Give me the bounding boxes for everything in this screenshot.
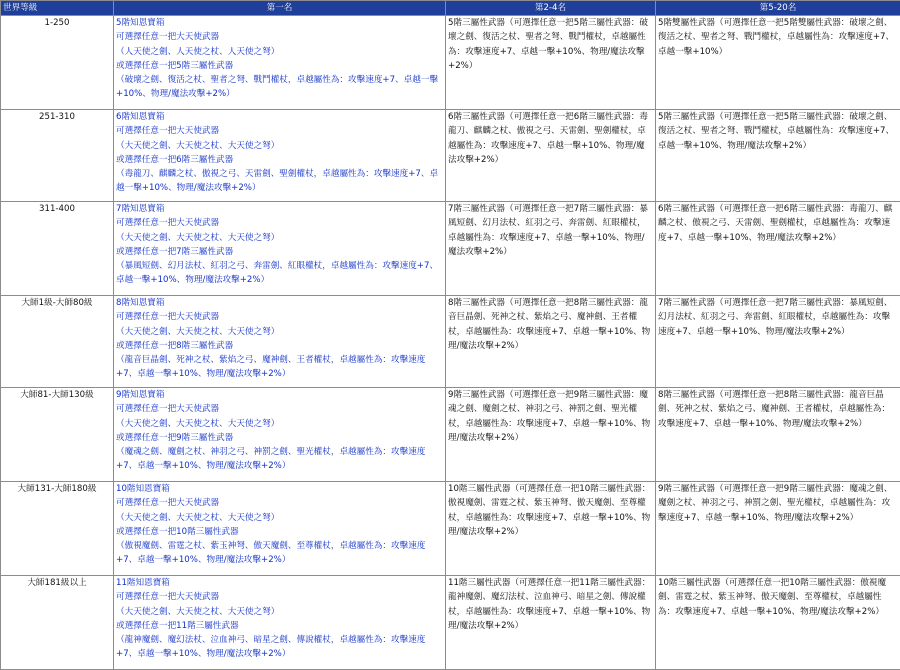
first-place-reward-line: 或選擇任意一把8階三屬性武器 <box>116 340 234 351</box>
world-level-cell: 大師131-大師180級 <box>1 482 114 576</box>
first-place-reward-line: （魔魂之劍、魔劍之杖、神羽之弓、神罰之劍、聖光權杖，卓越屬性為：攻擊速度+7、卓越一擊+10%、物理/魔法攻擊+2%） <box>116 447 426 472</box>
first-place-reward-line: 可選擇任意一把大天使武器 <box>116 218 220 229</box>
first-place-reward-line: 可選擇任意一把大天使武器 <box>116 32 220 43</box>
second-to-fourth-reward-text: 8階三屬性武器（可選擇任意一把8階三屬性武器：龍音巨晶劍、死神之杖、紫焰之弓、魔神劍、王者權杖，卓越屬性為：攻擊速度+7、卓越一擊+10%、物理/魔法攻擊+2%） <box>448 298 651 351</box>
table-row <box>1 576 900 670</box>
first-place-reward-line: 或選擇任意一把6階三屬性武器 <box>116 154 234 165</box>
world-level-cell: 大師81-大師130級 <box>1 388 114 482</box>
table-row <box>1 110 900 202</box>
fifth-to-twentieth-reward-text: 7階三屬性武器（可選擇任意一把7階三屬性武器：暴風短劍、幻月法杖、紅羽之弓、奔雷劍、紅眼權杖，卓越屬性為：攻擊速度+7、卓越一擊+10%、物理/魔法攻擊+2%） <box>658 298 893 337</box>
header-first: 第一名 <box>114 1 446 16</box>
second-to-fourth-reward-text: 11階三屬性武器（可選擇任意一把11階三屬性武器：龍神魔劍、魔幻法杖、泣血神弓、暗星之劍、傳說權杖，卓越屬性為：攻擊速度+7、卓越一擊+10%、物理/魔法攻擊+2%） <box>448 578 651 631</box>
first-place-reward-line: 7階知恩寶箱 <box>116 204 165 215</box>
world-level-cell: 251-310 <box>1 110 114 202</box>
second-to-fourth-reward-cell <box>446 202 656 296</box>
first-place-reward-line: 6階知恩寶箱 <box>116 112 165 123</box>
first-place-reward-line: 或選擇任意一把11階三屬性武器 <box>116 620 239 631</box>
first-place-reward-line: （毒龍刀、麒麟之杖、傲視之弓、天雷劍、聖劍權杖，卓越屬性為：攻擊速度+7、卓越一擊+10%、物理/魔法攻擊+2%） <box>116 169 439 194</box>
table-row <box>1 296 900 388</box>
first-place-reward-line: 10階知恩寶箱 <box>116 484 170 495</box>
table-row <box>1 388 900 482</box>
first-place-reward-line: （傲視魔劍、雷霆之杖、紫玉神弩、傲天魔劍、至尊權杖，卓越屬性為：攻擊速度+7、卓越一擊+10%、物理/魔法攻擊+2%） <box>116 541 426 566</box>
first-place-reward-line: （龍神魔劍、魔幻法杖、泣血神弓、暗星之劍、傳說權杖，卓越屬性為：攻擊速度+7、卓越一擊+10%、物理/魔法攻擊+2%） <box>116 635 426 660</box>
fifth-to-twentieth-reward-text: 6階三屬性武器（可選擇任意一把6階三屬性武器：毒龍刀、麒麟之杖、傲視之弓、天雷劍、聖劍權杖，卓越屬性為：攻擊速度+7、卓越一擊+10%、物理/魔法攻擊+2%） <box>658 204 893 243</box>
table-row <box>1 202 900 296</box>
first-place-reward-cell <box>114 110 446 202</box>
second-to-fourth-reward-cell <box>446 388 656 482</box>
header-level: 世界等級 <box>1 1 114 16</box>
second-to-fourth-reward-cell <box>446 482 656 576</box>
first-place-reward-line: 或選擇任意一把9階三屬性武器 <box>116 432 234 443</box>
first-place-reward-line: 或選擇任意一把5階三屬性武器 <box>116 60 234 71</box>
first-place-reward-line: （破壞之劍、復活之杖、聖者之弩、戰鬥權杖，卓越屬性為：攻擊速度+7、卓越一擊+10%、物理/魔法攻擊+2%） <box>116 75 439 100</box>
first-place-reward-line: （大天使之劍、大天使之杖、大天使之弩） <box>116 232 280 243</box>
world-level-cell: 大師1級-大師80級 <box>1 296 114 388</box>
fifth-to-twentieth-reward-text: 5階三屬性武器（可選擇任意一把5階三屬性武器：破壞之劍、復活之杖、聖者之弩、戰鬥權杖，卓越屬性為：攻擊速度+7、卓越一擊+10%、物理/魔法攻擊+2%） <box>658 112 895 151</box>
fifth-to-twentieth-reward-text: 10階三屬性武器（可選擇任意一把10階三屬性武器：傲視魔劍、雷霆之杖、紫玉神弩、傲天魔劍、至尊權杖，卓越屬性為：攻擊速度+7、卓越一擊+10%、物理/魔法攻擊+2%） <box>658 578 887 617</box>
world-level-cell: 1-250 <box>1 16 114 110</box>
first-place-reward-line: 11階知恩寶箱 <box>116 578 170 589</box>
second-to-fourth-reward-text: 7階三屬性武器（可選擇任意一把7階三屬性武器：暴風短劍、幻月法杖、紅羽之弓、奔雷劍、紅眼權杖，卓越屬性為：攻擊速度+7、卓越一擊+10%、物理/魔法攻擊+2%） <box>448 204 648 257</box>
first-place-reward-line: 9階知恩寶箱 <box>116 390 165 401</box>
first-place-reward-line: （大天使之劍、大天使之杖、大天使之弩） <box>116 606 280 617</box>
first-place-reward-line: （暴風短劍、幻月法杖、紅羽之弓、奔雷劍、紅眼權杖，卓越屬性為：攻擊速度+7、卓越一擊+10%、物理/魔法攻擊+2%） <box>116 261 439 286</box>
fifth-to-twentieth-reward-cell <box>656 576 900 670</box>
first-place-reward-line: （人天使之劍、人天使之杖、人天使之弩） <box>116 46 280 57</box>
first-place-reward-cell <box>114 576 446 670</box>
header-third: 第5-20名 <box>656 1 900 16</box>
first-place-reward-line: 8階知恩寶箱 <box>116 298 165 309</box>
second-to-fourth-reward-text: 5階三屬性武器（可選擇任意一把5階三屬性武器：破壞之劍、復活之杖、聖者之弩、戰鬥權杖，卓越屬性為：攻擊速度+7、卓越一擊+10%、物理/魔法攻擊+2%） <box>448 18 648 71</box>
first-place-reward-line: （大天使之劍、大天使之杖、大天使之弩） <box>116 326 280 337</box>
second-to-fourth-reward-text: 6階三屬性武器（可選擇任意一把6階三屬性武器：毒龍刀、麒麟之杖、傲視之弓、天雷劍、聖劍權杖，卓越屬性為：攻擊速度+7、卓越一擊+10%、物理/魔法攻擊+2%） <box>448 112 648 165</box>
first-place-reward-line: 5階知恩寶箱 <box>116 18 165 29</box>
first-place-reward-line: （龍音巨晶劍、死神之杖、紫焰之弓、魔神劍、王者權杖，卓越屬性為：攻擊速度+7、卓越一擊+10%、物理/魔法攻擊+2%） <box>116 355 426 380</box>
first-place-reward-line: 或選擇任意一把7階三屬性武器 <box>116 246 234 257</box>
second-to-fourth-reward-cell <box>446 110 656 202</box>
world-level-cell: 大師181級以上 <box>1 576 114 670</box>
header-row <box>1 1 900 16</box>
first-place-reward-line: （大天使之劍、大天使之杖、大天使之弩） <box>116 140 280 151</box>
first-place-reward-line: （大天使之劍、大天使之杖、大天使之弩） <box>116 418 280 429</box>
header-second: 第2-4名 <box>446 1 656 16</box>
second-to-fourth-reward-text: 10階三屬性武器（可選擇任意一把10階三屬性武器：傲視魔劍、雷霆之杖、紫玉神弩、傲天魔劍、至尊權杖，卓越屬性為：攻擊速度+7、卓越一擊+10%、物理/魔法攻擊+2%） <box>448 484 651 537</box>
first-place-reward-cell <box>114 296 446 388</box>
second-to-fourth-reward-text: 9階三屬性武器（可選擇任意一把9階三屬性武器：魔魂之劍、魔劍之杖、神羽之弓、神罰之劍、聖光權杖，卓越屬性為：攻擊速度+7、卓越一擊+10%、物理/魔法攻擊+2%） <box>448 390 651 443</box>
second-to-fourth-reward-cell <box>446 576 656 670</box>
second-to-fourth-reward-cell <box>446 16 656 110</box>
first-place-reward-line: 可選擇任意一把大天使武器 <box>116 126 220 137</box>
fifth-to-twentieth-reward-text: 9階三屬性武器（可選擇任意一把9階三屬性武器：魔魂之劍、魔劍之杖、神羽之弓、神罰之劍、聖光權杖，卓越屬性為：攻擊速度+7、卓越一擊+10%、物理/魔法攻擊+2%） <box>658 484 893 523</box>
first-place-reward-line: 可選擇任意一把大天使武器 <box>116 592 220 603</box>
table-row <box>1 16 900 110</box>
first-place-reward-line: 可選擇任意一把大天使武器 <box>116 312 220 323</box>
fifth-to-twentieth-reward-cell <box>656 202 900 296</box>
first-place-reward-line: 可選擇任意一把大天使武器 <box>116 498 220 509</box>
second-to-fourth-reward-cell <box>446 296 656 388</box>
first-place-reward-line: （大天使之劍、大天使之杖、大天使之弩） <box>116 512 280 523</box>
first-place-reward-cell <box>114 16 446 110</box>
table-row <box>1 482 900 576</box>
first-place-reward-line: 可選擇任意一把大天使武器 <box>116 404 220 415</box>
fifth-to-twentieth-reward-cell <box>656 296 900 388</box>
first-place-reward-cell <box>114 202 446 296</box>
fifth-to-twentieth-reward-cell <box>656 388 900 482</box>
fifth-to-twentieth-reward-cell <box>656 482 900 576</box>
world-level-cell: 311-400 <box>1 202 114 296</box>
first-place-reward-cell <box>114 388 446 482</box>
fifth-to-twentieth-reward-cell <box>656 16 900 110</box>
fifth-to-twentieth-reward-text: 8階三屬性武器（可選擇任意一把8階三屬性武器：龍音巨晶劍、死神之杖、紫焰之弓、魔神劍、王者權杖，卓越屬性為：攻擊速度+7、卓越一擊+10%、物理/魔法攻擊+2%） <box>658 390 891 429</box>
first-place-reward-line: 或選擇任意一把10階三屬性武器 <box>116 526 239 537</box>
fifth-to-twentieth-reward-cell <box>656 110 900 202</box>
fifth-to-twentieth-reward-text: 5階雙屬性武器（可選擇任意一把5階雙屬性武器：破壞之劍、復活之杖、聖者之弩、戰鬥權杖，卓越屬性為：攻擊速度+7、卓越一擊+10%） <box>658 18 895 57</box>
first-place-reward-cell <box>114 482 446 576</box>
